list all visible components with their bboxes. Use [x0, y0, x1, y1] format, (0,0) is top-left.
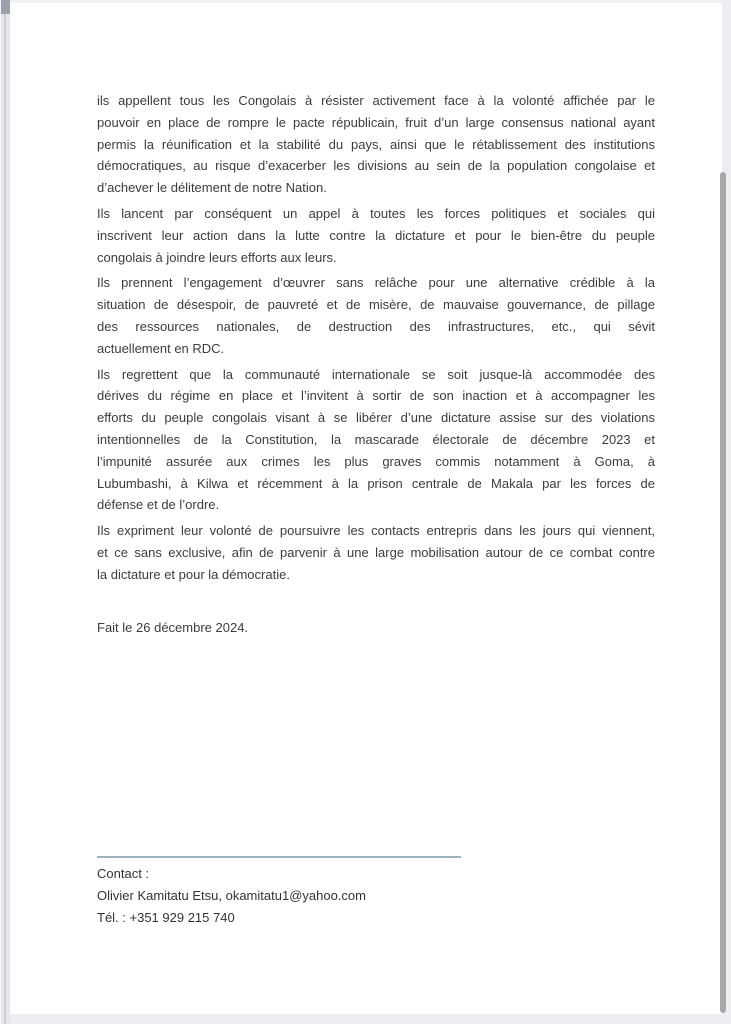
- photo-edge-top: [0, 0, 731, 3]
- scrollbar-thumb[interactable]: [720, 172, 726, 1013]
- paragraph: [97, 520, 655, 585]
- text-line: et ce sans exclusive, afin de parvenir à une large mobilisation autour de ce combat contre: [97, 544, 655, 560]
- date-line: Fait le 26 décembre 2024.: [97, 620, 249, 635]
- paragraph: [97, 90, 655, 199]
- text-line: pouvoir en place de rompre le pacte républicain, fruit d’un large consensus national ayant: [97, 114, 655, 130]
- text-line: inscrivent leur action dans la lutte contre la dictature et pour le bien-être du peuple: [97, 227, 655, 243]
- contact-heading: Contact :: [97, 866, 150, 881]
- text-line: Ils lancent par conséquent un appel à toutes les forces politiques et sociales qui: [97, 205, 655, 221]
- text-line: ils appellent tous les Congolais à résister activement face à la volonté affichée par le: [97, 93, 655, 108]
- text-line: Ils prennent l’engagement d’œuvrer sans relâche pour une alternative crédible à la: [97, 275, 655, 291]
- contact-section: [97, 856, 655, 929]
- page-edge-line: [4, 0, 6, 1024]
- text-line: situation de désespoir, de pauvreté et de misère, de mauvaise gouvernance, de pillage: [97, 297, 655, 313]
- text-line: actuellement en RDC.: [97, 340, 225, 356]
- text-line: congolais à joindre leurs efforts aux leurs.: [97, 249, 337, 265]
- text-line: Ils regrettent que la communauté internationale se soit jusque-là accommodée des: [97, 366, 655, 382]
- photo-edge-left: [0, 0, 10, 1024]
- document-body: [97, 90, 655, 590]
- text-line: l’impunité assurée aux crimes les plus graves commis notamment à Goma, à: [97, 453, 655, 469]
- text-line: Lubumbashi, à Kilwa et récemment à la prison centrale de Makala par les forces de: [97, 475, 655, 491]
- text-line: défense et de l’ordre.: [97, 497, 220, 513]
- photo-corner-shadow: [1, 0, 10, 14]
- paragraph: [97, 203, 655, 268]
- paragraph: [97, 272, 655, 359]
- text-line: la dictature et pour la démocratie.: [97, 566, 290, 582]
- text-line: des ressources nationales, de destruction des infrastructures, etc., qui sévit: [97, 318, 655, 334]
- contact-divider: [97, 856, 461, 858]
- contact-name-email: Olivier Kamitatu Etsu, okamitatu1@yahoo.com: [97, 888, 366, 903]
- text-line: intentionnelles de la Constitution, la mascarade électorale de décembre 2023 et: [97, 431, 655, 447]
- text-line: Ils expriment leur volonté de poursuivre les contacts entrepris dans les jours qui viennent,: [97, 523, 655, 539]
- contact-phone: Tél. : +351 929 215 740: [97, 910, 235, 925]
- text-line: d’achever le délitement de notre Nation.: [97, 180, 327, 196]
- paragraph: [97, 364, 655, 517]
- text-line: démocratiques, au risque d’exacerber les divisions au sein de la population congolaise et: [97, 158, 655, 174]
- photo-edge-bottom: [0, 1014, 731, 1024]
- text-line: dérives du régime en place et l’invitent à sortir de son inaction et à accompagner les: [97, 388, 655, 404]
- text-line: permis la réunification et la stabilité du pays, ainsi que le rétablissement des institutions: [97, 136, 655, 152]
- text-line: efforts du peuple congolais visant à se libérer d’une dictature assise sur des violations: [97, 410, 655, 426]
- document-paper: [9, 3, 722, 1014]
